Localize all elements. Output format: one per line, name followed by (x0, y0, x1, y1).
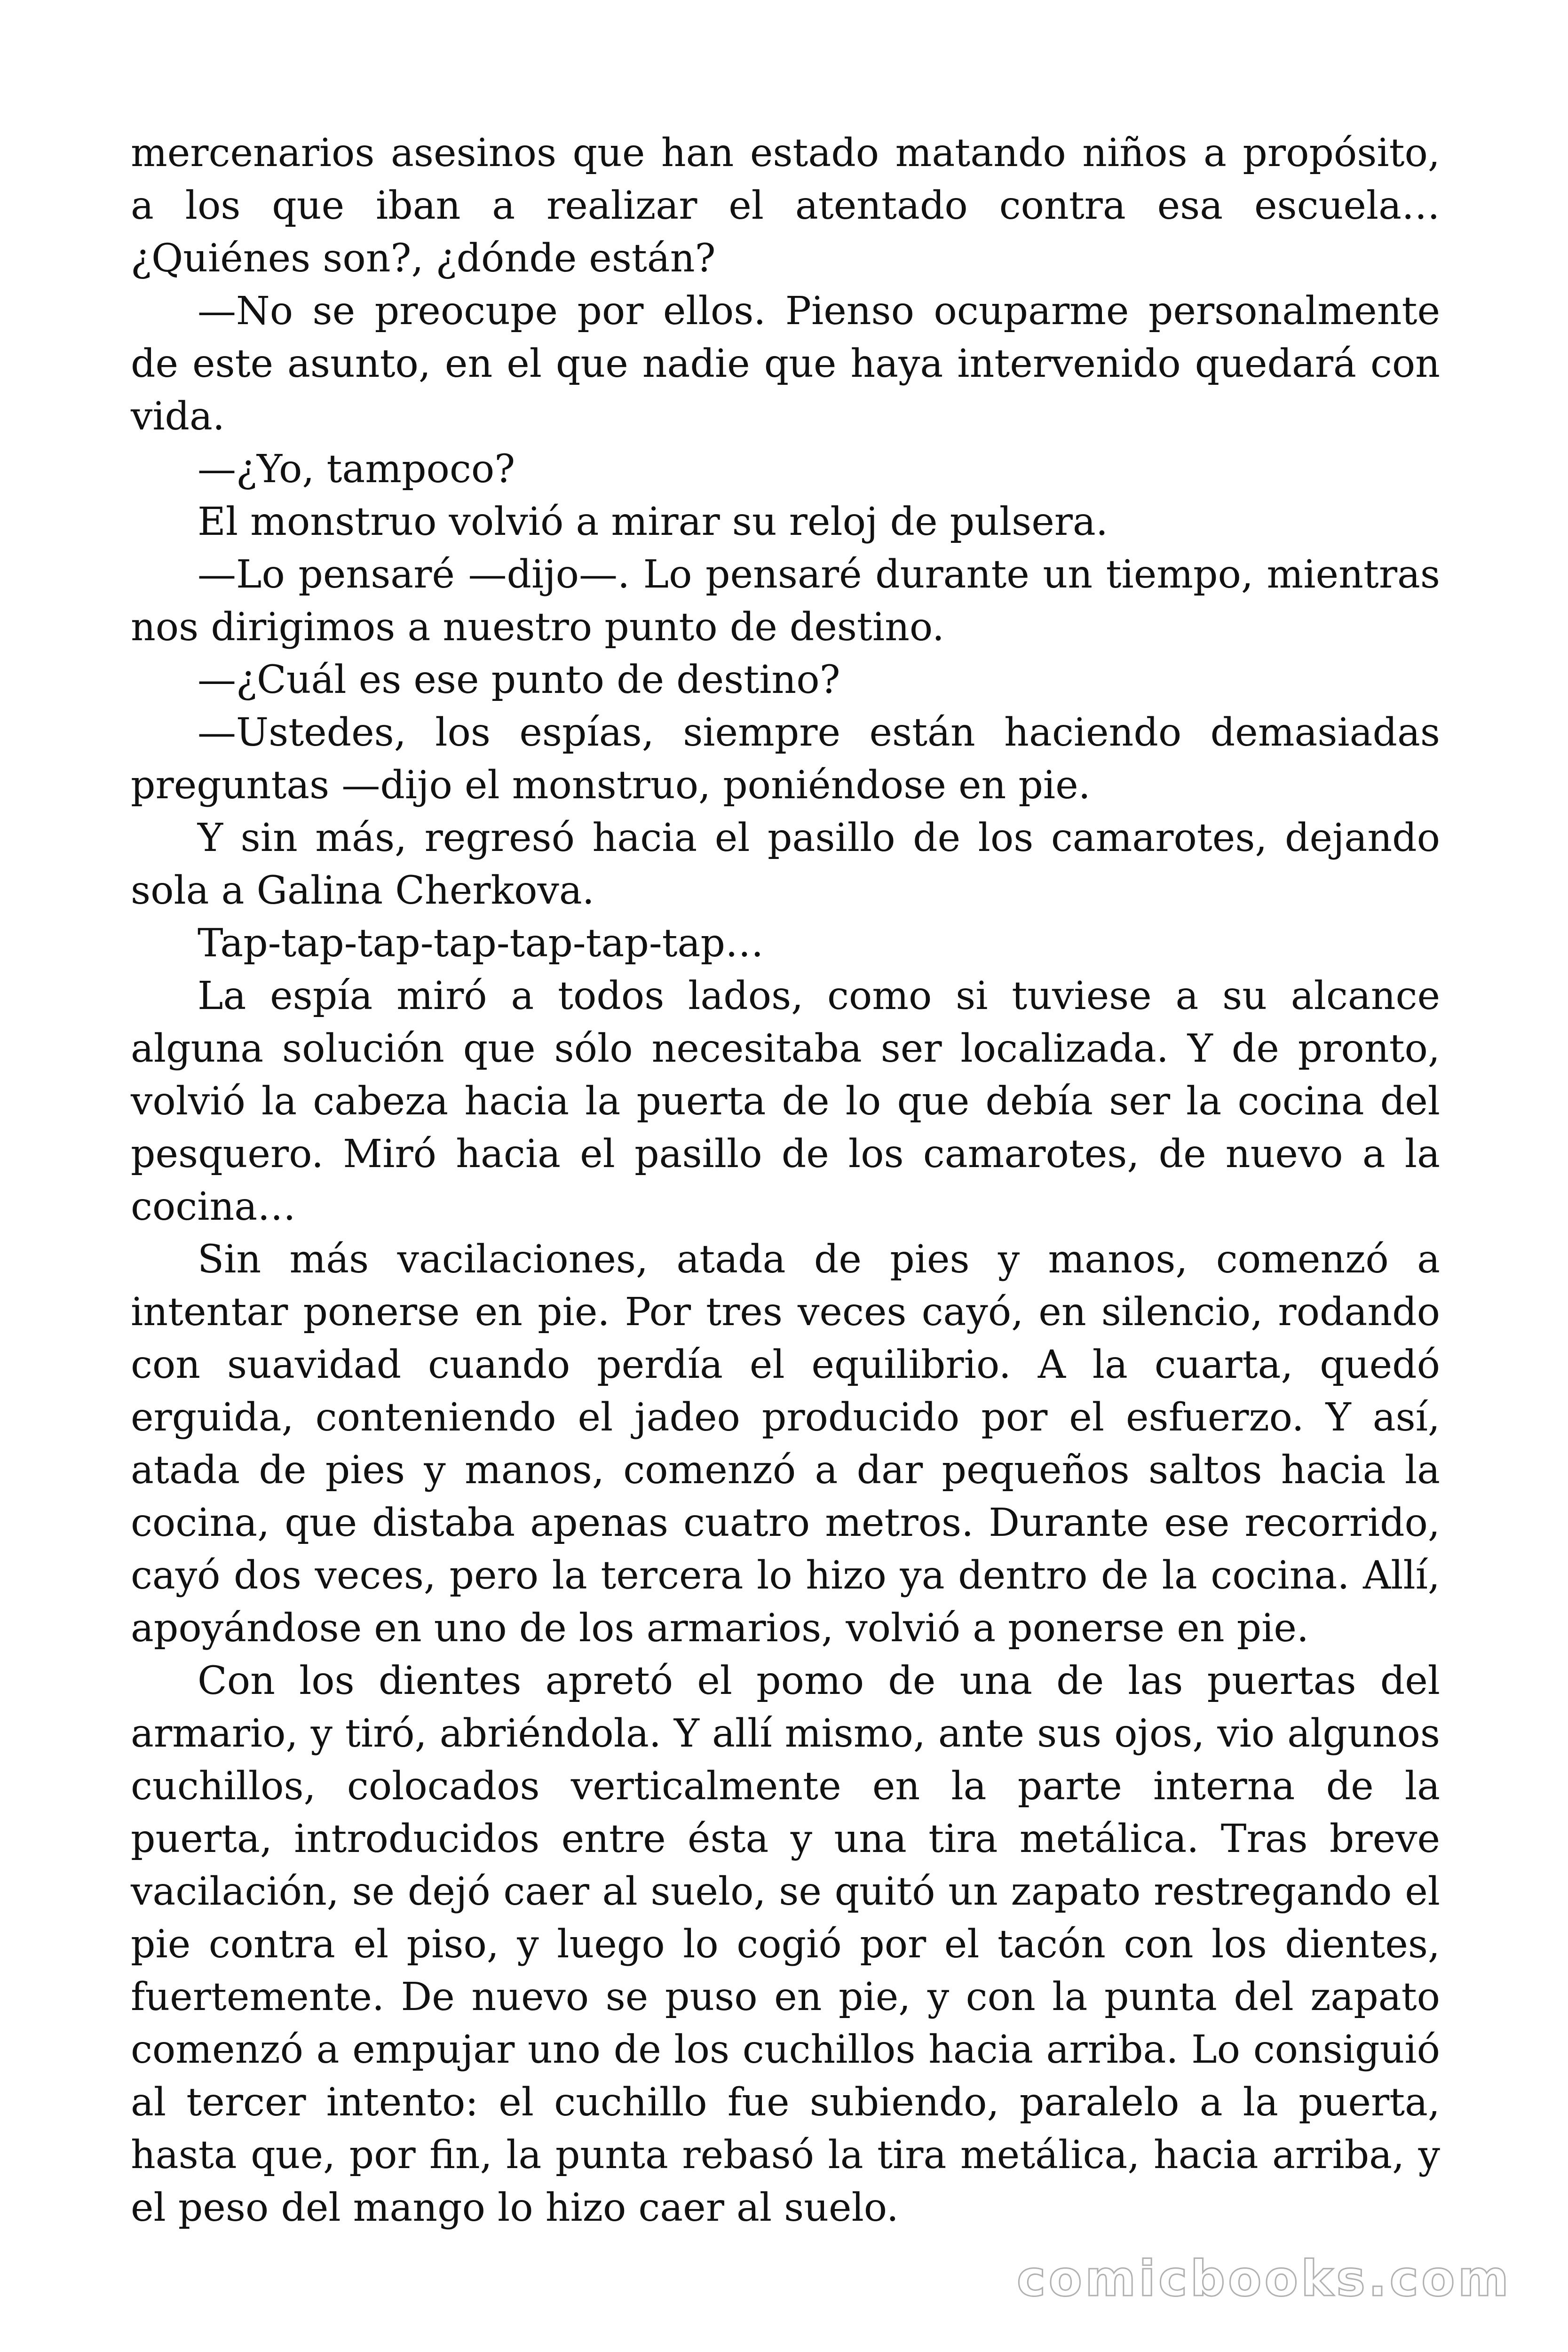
paragraph-1: mercenarios asesinos que han estado matando niños a propósito, a los que iban a realizar el atentado contra esa escuela… ¿Quiénes son?, ¿dónde están? (131, 131, 1440, 281)
paragraph-8: Y sin más, regresó hacia el pasillo de los camarotes, dejando sola a Galina Cherkova. (131, 816, 1440, 913)
paragraph-7: —Ustedes, los espías, siempre están haciendo demasiadas preguntas —dijo el monstruo, poniéndose en pie. (131, 710, 1440, 808)
paragraph-12: Con los dientes apretó el pomo de una de las puertas del armario, y tiró, abriéndola. Y allí mismo, ante sus ojos, vio algunos cuchillos, colocados verticalmente en la parte interna de la puerta, introducidos entre ésta y una tira metálica. Tras breve vacilación, se dejó caer al suelo, se quitó un zapato restregando el pie contra el piso, y luego lo cogió por el tacón con los dientes, fuertemente. De nuevo se puso en pie, y con la punta del zapato comenzó a empujar uno de los cuchillos hacia arriba. Lo consiguió al tercer intento: el cuchillo fue subiendo, paralelo a la puerta, hasta que, por fin, la punta rebasó la tira metálica, hacia arriba, y el peso del mango lo hizo caer al suelo. (131, 1659, 1440, 2230)
paragraph-3: —¿Yo, tampoco? (198, 447, 515, 492)
paragraph-6: —¿Cuál es ese punto de destino? (198, 658, 840, 702)
paragraph-2: —No se preocupe por ellos. Pienso ocuparme personalmente de este asunto, en el que nadie que haya intervenido quedará con vida. (131, 289, 1440, 439)
paragraph-5: —Lo pensaré —dijo—. Lo pensaré durante un tiempo, mientras nos dirigimos a nuestro punto de destino. (131, 552, 1440, 650)
paragraph-9: Tap-tap-tap-tap-tap-tap-tap… (198, 921, 764, 966)
paragraph-4: El monstruo volvió a mirar su reloj de pulsera. (198, 500, 1108, 544)
watermark: comicbooks.com (1016, 2250, 1512, 2307)
paragraph-10: La espía miró a todos lados, como si tuviese a su alcance alguna solución que sólo necesitaba ser localizada. Y de pronto, volvió la cabeza hacia la puerta de lo que debía ser la cocina del pesquero. Miró hacia el pasillo de los camarotes, de nuevo a la cocina… (131, 974, 1440, 1229)
paragraph-11: Sin más vacilaciones, atada de pies y manos, comenzó a intentar ponerse en pie. Por tres veces cayó, en silencio, rodando con suavidad cuando perdía el equilibrio. A la cuarta, quedó erguida, conteniendo el jadeo producido por el esfuerzo. Y así, atada de pies y manos, comenzó a dar pequeños saltos hacia la cocina, que distaba apenas cuatro metros. Durante ese recorrido, cayó dos veces, pero la tercera lo hizo ya dentro de la cocina. Allí, apoyándose en uno de los armarios, volvió a ponerse en pie. (131, 1237, 1440, 1651)
book-page-text (131, 127, 1440, 2234)
